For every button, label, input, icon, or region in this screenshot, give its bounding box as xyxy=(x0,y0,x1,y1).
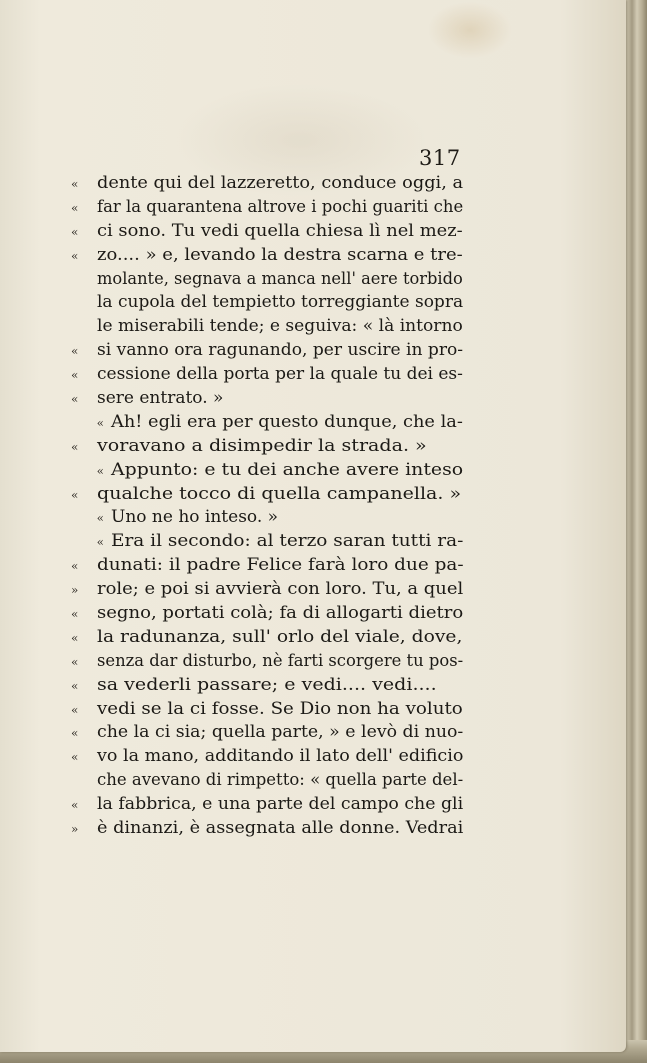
line-text: la fabbrica, e una parte del campo che gli xyxy=(97,794,464,815)
text-line xyxy=(71,722,463,746)
line-text: voravano a disimpedir la strada. » xyxy=(97,435,427,456)
text-line xyxy=(71,651,463,675)
line-text: role; e poi si avvierà con loro. Tu, a quel xyxy=(97,579,464,600)
text-line xyxy=(71,436,463,460)
line-text: ci sono. Tu vedi quella chiesa lì nel mez- xyxy=(97,220,463,241)
text-line xyxy=(71,770,463,794)
text-line xyxy=(71,675,463,699)
line-text: qualche tocco di quella campanella. » xyxy=(97,483,462,504)
quote-mark: « xyxy=(71,798,79,813)
quote-mark: « xyxy=(71,368,79,383)
quote-mark: « xyxy=(96,535,104,550)
quote-mark: « xyxy=(71,678,79,693)
text-line xyxy=(71,579,463,603)
quote-mark: « xyxy=(71,177,79,191)
line-text: sa vederli passare; e vedi.... vedi.... xyxy=(97,674,437,695)
text-line xyxy=(71,531,463,555)
line-text: la cupola del tempietto torreggiante sopra xyxy=(97,292,464,313)
line-text: Uno ne ho inteso. » xyxy=(111,507,279,528)
line-text: è dinanzi, è assegnata alle donne. Vedrai xyxy=(97,818,464,839)
line-text: Appunto: e tu dei anche avere inteso xyxy=(111,459,464,480)
line-text: segno, portati colà; fa di allogarti dietro xyxy=(97,603,464,624)
quote-mark: « xyxy=(71,630,79,645)
text-line xyxy=(71,699,463,723)
line-text: vo la mano, additando il lato dell' edificio xyxy=(97,746,464,767)
text-line xyxy=(71,794,463,818)
quote-mark: « xyxy=(71,702,79,717)
line-text: che la ci sia; quella parte, » e levò di nuo- xyxy=(97,722,464,743)
quote-mark: « xyxy=(71,750,79,765)
line-text: sere entrato. » xyxy=(97,388,224,409)
text-line xyxy=(71,292,463,316)
text-line xyxy=(71,746,463,770)
quote-mark: « xyxy=(71,726,79,741)
line-text: la radunanza, sull' orlo del viale, dove, xyxy=(97,626,463,647)
text-line xyxy=(71,340,463,364)
text-line xyxy=(71,269,463,293)
line-text: senza dar disturbo, nè farti scorgere tu pos- xyxy=(97,650,464,671)
line-text: dunati: il padre Felice farà loro due pa- xyxy=(97,555,464,576)
text-line xyxy=(71,364,463,388)
line-text: le miserabili tende; e seguiva: « là intorno xyxy=(97,316,463,337)
text-line xyxy=(71,412,463,436)
line-text: dente qui del lazzeretto, conduce oggi, a xyxy=(97,173,464,193)
quote-mark: « xyxy=(96,415,104,430)
text-line xyxy=(71,197,463,221)
line-text: vedi se la ci fosse. Se Dio non ha voluto xyxy=(97,698,463,719)
quote-mark: « xyxy=(71,248,79,263)
quote-mark: « xyxy=(71,224,79,239)
quote-mark: « xyxy=(96,511,104,526)
text-line xyxy=(71,173,463,197)
quote-mark: « xyxy=(71,344,79,359)
quote-mark: » xyxy=(71,822,79,837)
quote-mark: « xyxy=(71,487,79,502)
body-text xyxy=(71,173,463,842)
text-line xyxy=(71,388,463,412)
text-line xyxy=(71,507,463,531)
text-line xyxy=(71,627,463,651)
quote-mark: « xyxy=(71,607,79,622)
quote-mark: « xyxy=(71,392,79,407)
line-text: zo.... » e, levando la destra scarna e tre- xyxy=(97,244,463,265)
text-line xyxy=(71,460,463,484)
line-text: si vanno ora ragunando, per uscire in pro- xyxy=(97,340,464,361)
text-line xyxy=(71,603,463,627)
text-line xyxy=(71,484,463,508)
text-line xyxy=(71,818,463,842)
line-text: Ah! egli era per questo dunque, che la- xyxy=(111,411,463,432)
line-text: che avevano di rimpetto: « quella parte del- xyxy=(97,770,464,791)
line-text: far la quarantena altrove i pochi guariti che xyxy=(97,196,464,217)
line-text: Era il secondo: al terzo saran tutti ra- xyxy=(111,531,464,552)
text-line xyxy=(71,555,463,579)
text-line xyxy=(71,221,463,245)
quote-mark: « xyxy=(71,654,79,669)
quote-mark: « xyxy=(71,559,79,574)
text-line xyxy=(71,245,463,269)
quote-mark: » xyxy=(71,583,79,598)
quote-mark: « xyxy=(96,463,104,478)
line-text: cessione della porta per la quale tu dei es- xyxy=(97,364,463,385)
text-line xyxy=(71,316,463,340)
quote-mark: « xyxy=(71,200,79,215)
page-number: 317 xyxy=(419,146,461,170)
line-text: molante, segnava a manca nell' aere torbido xyxy=(97,268,463,289)
quote-mark: « xyxy=(71,439,79,454)
